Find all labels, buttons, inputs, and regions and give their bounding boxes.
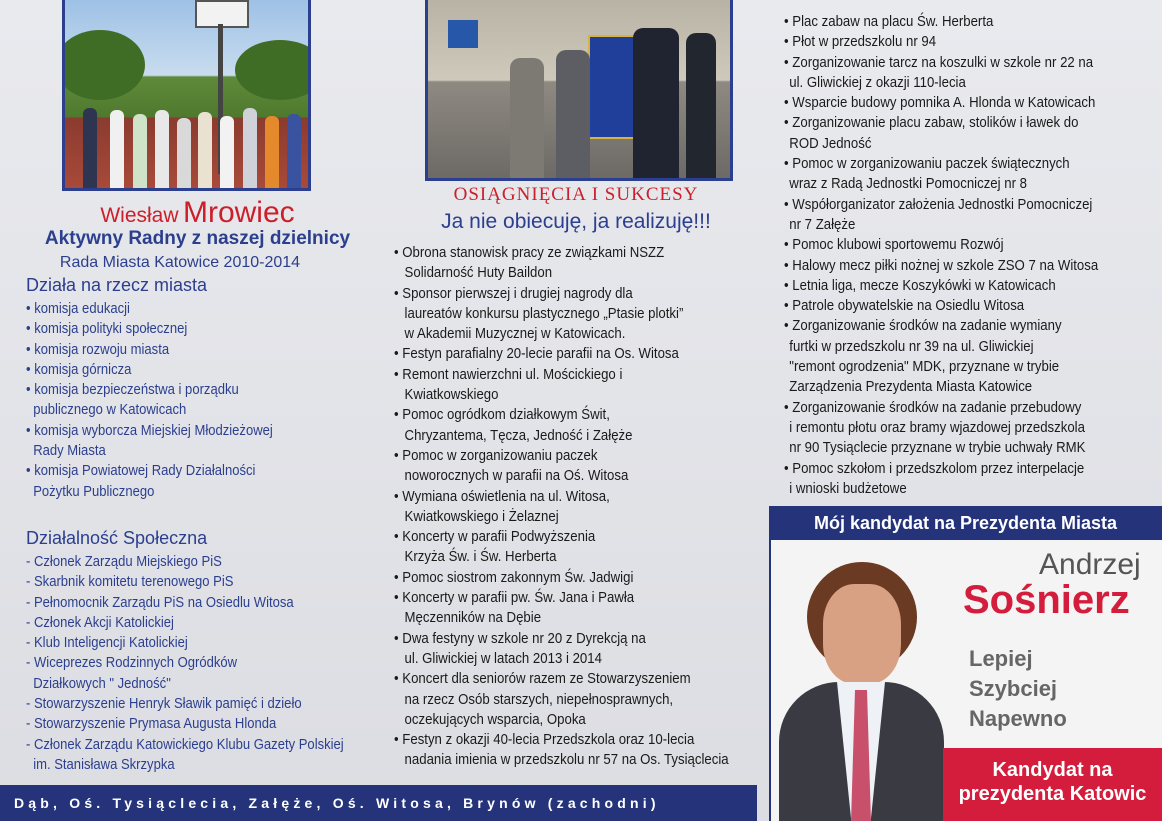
- list-item: laureatów konkursu plastycznego „Ptasie plotki”: [404, 304, 684, 322]
- list-item: Rady Miasta: [33, 443, 106, 460]
- list-item: • Pomoc klubowi sportowemu Rozwój: [784, 236, 1004, 254]
- list-item: nr 7 Załęże: [789, 215, 856, 233]
- list-item: Pożytku Publicznego: [33, 483, 155, 500]
- achievements-list: [394, 243, 774, 771]
- list-item: - Pełnomocnik Zarządu PiS na Osiedlu Witosa: [26, 594, 294, 611]
- list-item: • Zorganizowanie środków na zadanie przebudowy: [784, 398, 1082, 416]
- list-item: w Akademii Muzycznej w Katowicach.: [404, 325, 626, 343]
- list-item: • Pomoc szkołom i przedszkolom przez interpelacje: [784, 459, 1085, 477]
- list-item: • komisja polityki społecznej: [26, 321, 188, 338]
- list-item: "remont ogrodzenia" MDK, przyznane w trybie: [789, 358, 1060, 376]
- list-item: • komisja bezpieczeństwa i porządku: [26, 382, 239, 399]
- list-item: • Wymiana oświetlenia na ul. Witosa,: [394, 487, 610, 505]
- list-item: Kwiatkowskiego: [404, 386, 499, 404]
- list-item: • Festyn z okazji 40-lecia Przedszkola oraz 10-lecia: [394, 731, 695, 749]
- list-item: Kwiatkowskiego i Żelaznej: [404, 507, 559, 525]
- councillor-subtitle: Aktywny Radny z naszej dzielnicy: [44, 228, 351, 249]
- districts-footer: Dąb, Oś. Tysiąclecia, Załęże, Oś. Witosa, Brynów (zachodni): [0, 785, 757, 821]
- list-item: • komisja rozwoju miasta: [26, 341, 170, 358]
- list-item: na rzecz Osób starszych, niepełnosprawnych,: [404, 690, 674, 708]
- list-item: • Plac zabaw na placu Św. Herberta: [784, 13, 994, 30]
- list-item: • Płot w przedszkolu nr 94: [784, 33, 937, 51]
- list-item: • komisja Powiatowej Rady Działalności: [26, 463, 256, 480]
- list-item: • Pomoc w zorganizowaniu paczek świątecznych: [784, 155, 1070, 173]
- section2-title: Działalność Społeczna: [26, 528, 208, 548]
- list-item: • Wsparcie budowy pomnika A. Hlonda w Katowicach: [784, 94, 1096, 112]
- list-item: im. Stanisława Skrzypka: [33, 756, 175, 773]
- list-item: Solidarność Huty Baildon: [404, 264, 553, 282]
- list-item: - Skarbnik komitetu terenowego PiS: [26, 574, 234, 591]
- list-item: oczekujących wsparcia, Opoka: [404, 710, 586, 728]
- list-item: • Patrole obywatelskie na Osiedlu Witosa: [784, 297, 1025, 315]
- candidate-portrait: [779, 562, 944, 821]
- list-item: wraz z Radą Jednostki Pomocniczej nr 8: [789, 175, 1027, 193]
- candidate-last-name: Sośnierz: [963, 578, 1130, 622]
- slogan-1: Lepiej: [969, 646, 1033, 671]
- list-item: Zarządzenia Prezydenta Miasta Katowice: [789, 378, 1033, 396]
- list-item: • Pomoc siostrom zakonnym Św. Jadwigi: [394, 568, 634, 586]
- slogan-2: Szybciej: [969, 676, 1058, 701]
- list-item: nr 90 Tysiąclecie przyznane w trybie uchwały RMK: [789, 439, 1086, 457]
- list-item: • Dwa festyny w szkole nr 20 z Dyrekcją na: [394, 629, 646, 647]
- first-name: Wiesław: [100, 204, 179, 227]
- list-item: - Członek Zarządu Katowickiego Klubu Gazety Polskiej: [26, 736, 344, 753]
- councillor-name: [0, 196, 395, 230]
- list-item: Krzyża Św. i Św. Herberta: [404, 548, 557, 566]
- badge-line-2: prezydenta Katowic: [958, 783, 1147, 805]
- social-activity-list: [26, 552, 379, 775]
- section1-title: Działa na rzecz miasta: [26, 275, 208, 295]
- list-item: • Zorganizowanie tarcz na koszulki w szkole nr 22 na: [784, 53, 1094, 71]
- list-item: ul. Gliwickiej z okazji 110-lecia: [789, 73, 966, 91]
- list-item: • Koncerty w parafii Podwyższenia: [394, 528, 596, 546]
- list-item: • Obrona stanowisk pracy ze związkami NSZZ: [394, 244, 665, 261]
- list-item: • Halowy mecz piłki nożnej w szkole ZSO 7 na Witosa: [784, 256, 1099, 274]
- list-item: nadania imienia w przedszkolu nr 57 na Os. Tysiąclecia: [404, 751, 729, 769]
- list-item: • Współorganizator założenia Jednostki Pomocniczej: [784, 195, 1093, 213]
- list-item: - Wiceprezes Rodzinnych Ogródków: [26, 655, 238, 672]
- list-item: publicznego w Katowicach: [33, 402, 187, 419]
- list-item: • Festyn parafialny 20-lecie parafii na Os. Witosa: [394, 345, 679, 363]
- list-item: • Zorganizowanie placu zabaw, stolików i ławek do: [784, 114, 1079, 132]
- list-item: • Zorganizowanie środków na zadanie wymiany: [784, 317, 1062, 335]
- list-item: - Klub Inteligencji Katolickiej: [26, 635, 188, 652]
- list-item: • Remont nawierzchni ul. Mościckiego i: [394, 365, 623, 383]
- list-item: i remontu płotu oraz bramy wjazdowej przedszkola: [789, 418, 1085, 436]
- list-item: - Członek Akcji Katolickiej: [26, 614, 174, 631]
- list-item: - Stowarzyszenie Henryk Sławik pamięć i dzieło: [26, 696, 302, 713]
- list-item: • Pomoc ogródkom działkowym Świt,: [394, 406, 610, 424]
- list-item: • Koncerty w parafii pw. Św. Jana i Pawła: [394, 589, 635, 607]
- list-item: • komisja edukacji: [26, 301, 130, 317]
- list-item: ROD Jedność: [789, 134, 872, 152]
- list-item: • Letnia liga, mecze Koszykówki w Katowicach: [784, 276, 1056, 294]
- more-achievements-list: [784, 12, 1141, 499]
- list-item: • Sponsor pierwszej i drugiej nagrody dla: [394, 284, 633, 302]
- committee-list: [26, 299, 300, 502]
- badge-line-1: Kandydat na: [992, 759, 1113, 781]
- list-item: Działkowych " Jedność": [33, 675, 171, 692]
- list-item: Męczenników na Dębie: [404, 609, 542, 627]
- list-item: • Koncert dla seniorów razem ze Stowarzyszeniem: [394, 670, 691, 688]
- candidate-first-name: Andrzej: [1039, 548, 1141, 581]
- slogan: Ja nie obiecuję, ja realizuję!!!: [441, 210, 711, 233]
- candidate-header: Mój kandydat na Prezydenta Miasta: [769, 506, 1162, 540]
- slogan-3: Napewno: [969, 706, 1067, 731]
- list-item: - Członek Zarządu Miejskiego PiS: [26, 554, 222, 570]
- achievements-title: OSIĄGNIĘCIA I SUKCESY: [453, 184, 699, 205]
- list-item: - Stowarzyszenie Prymasa Augusta Hlonda: [26, 716, 277, 733]
- candidate-badge: [943, 748, 1162, 821]
- list-item: • komisja wyborcza Miejskiej Młodzieżowej: [26, 422, 273, 439]
- list-item: noworocznych w parafii na Oś. Witosa: [404, 467, 629, 485]
- procession-photo: [425, 0, 733, 181]
- list-item: furtki w przedszkolu nr 39 na ul. Gliwickiej: [789, 337, 1034, 355]
- list-item: • Pomoc w zorganizowaniu paczek: [394, 446, 598, 464]
- list-item: ul. Gliwickiej w latach 2013 i 2014: [404, 649, 602, 667]
- basketball-group-photo: [62, 0, 311, 191]
- list-item: Chryzantema, Tęcza, Jedność i Załęże: [404, 426, 633, 444]
- last-name: Mrowiec: [182, 196, 295, 229]
- list-item: • komisja górnicza: [26, 361, 132, 378]
- council-term: Rada Miasta Katowice 2010-2014: [59, 254, 301, 271]
- list-item: i wnioski budżetowe: [789, 479, 907, 497]
